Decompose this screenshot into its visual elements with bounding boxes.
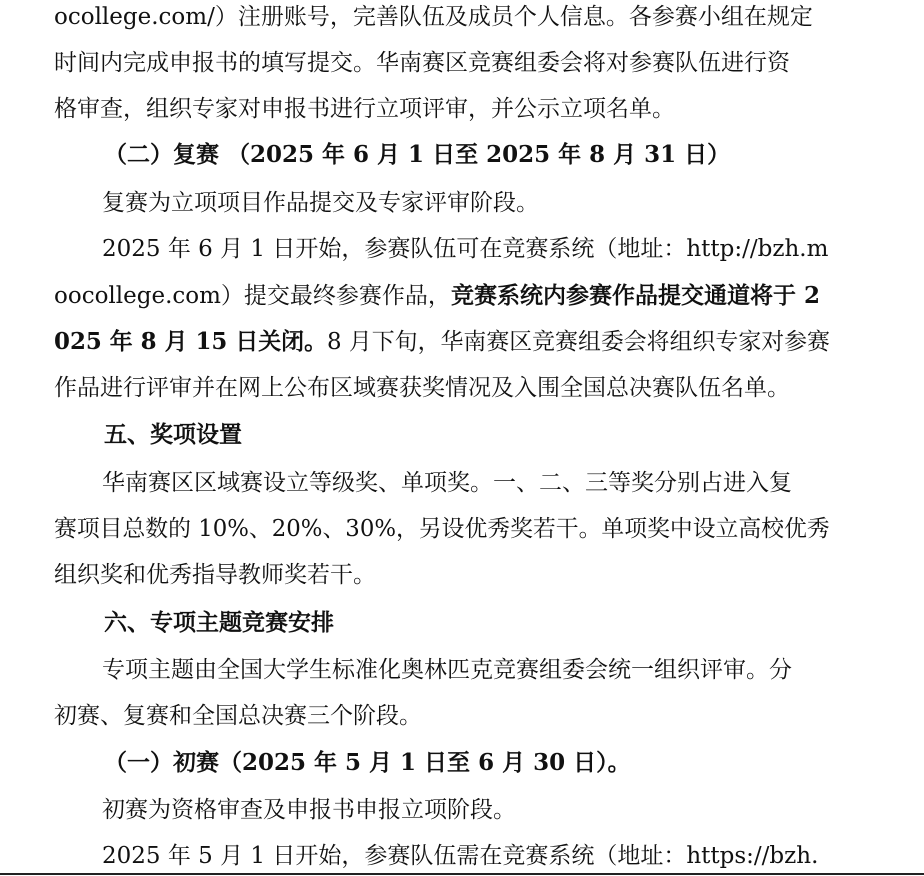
section-heading-chusai: （一）初赛（2025 年 5 月 1 日至 6 月 30 日）。: [104, 749, 631, 776]
paragraph-line: 复赛为立项项目作品提交及专家评审阶段。: [102, 190, 539, 216]
paragraph-line: 组织奖和优秀指导教师奖若干。: [54, 562, 376, 588]
paragraph-line: 时间内完成申报书的填写提交。华南赛区竞赛组委会将对参赛队伍进行资: [54, 50, 790, 76]
paragraph-line: 2025 年 5 月 1 日开始，参赛队伍需在竞赛系统（地址：https://bzh.: [102, 843, 819, 869]
paragraph-line: ocollege.com/）注册账号，完善队伍及成员个人信息。各参赛小组在规定: [54, 4, 813, 30]
emphasis-text: 025 年 8 月 15 日关闭。: [54, 328, 327, 355]
paragraph-line: 格审查，组织专家对申报书进行立项评审，并公示立项名单。: [54, 96, 675, 122]
paragraph-line: 初赛、复赛和全国总决赛三个阶段。: [54, 703, 422, 729]
paragraph-line: 赛项目总数的 10%、20%、30%，另设优秀奖若干。单项奖中设立高校优秀: [54, 516, 830, 542]
section-heading-fusai: （二）复赛 （2025 年 6 月 1 日至 2025 年 8 月 31 日）: [104, 141, 731, 168]
section-heading-special-topic: 六、专项主题竞赛安排: [104, 609, 334, 636]
paragraph-text: oocollege.com）提交最终参赛作品，: [54, 283, 451, 309]
paragraph-line: 专项主题由全国大学生标准化奥林匹克竞赛组委会统一组织评审。分: [102, 657, 792, 683]
emphasis-text: 竞赛系统内参赛作品提交通道将于 2: [450, 282, 820, 309]
section-heading-awards: 五、奖项设置: [104, 421, 242, 448]
paragraph-line: [54, 322, 830, 362]
page-bottom-rule: [0, 873, 924, 875]
paragraph-line: 华南赛区区域赛设立等级奖、单项奖。一、二、三等奖分别占进入复: [102, 470, 792, 496]
paragraph-line: 作品进行评审并在网上公布区域赛获奖情况及入围全国总决赛队伍名单。: [54, 375, 790, 401]
paragraph-text: 8 月下旬，华南赛区竞赛组委会将组织专家对参赛: [326, 329, 830, 355]
paragraph-line: 2025 年 6 月 1 日开始，参赛队伍可在竞赛系统（地址：http://bzh.m: [102, 236, 829, 262]
paragraph-line: [54, 276, 820, 316]
paragraph-line: 初赛为资格审查及申报书申报立项阶段。: [102, 797, 516, 823]
